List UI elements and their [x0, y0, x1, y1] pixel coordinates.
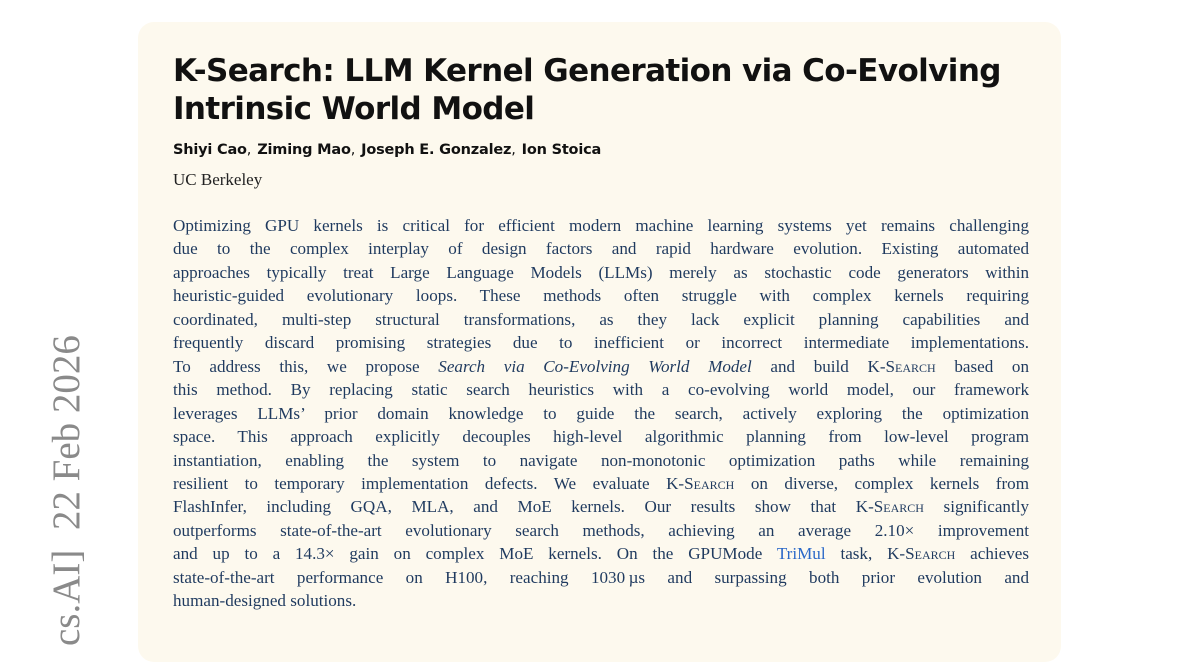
system-name-smallcaps: Search: [885, 356, 936, 376]
abstract-line: [173, 542, 1029, 565]
abstract-text: To address this, we propose: [173, 356, 439, 376]
abstract-line: [173, 308, 1029, 331]
abstract-text: FlashInfer, including GQA, MLA, and MoE kernels. Our results show that K-: [173, 497, 874, 517]
system-name-smallcaps: Search: [905, 544, 956, 564]
abstract-line: [173, 331, 1029, 354]
abstract: [173, 214, 1029, 613]
abstract-text: resilient to temporary implementation defects. We evaluate K-: [173, 473, 685, 493]
paper-header: [173, 52, 1029, 613]
abstract-text: achieves: [955, 544, 1029, 564]
abstract-line: [173, 284, 1029, 307]
abstract-text: human-designed solutions.: [173, 591, 357, 611]
abstract-line: [173, 519, 1029, 542]
affiliation: UC Berkeley: [173, 170, 263, 189]
abstract-line: [173, 237, 1029, 260]
abstract-text: Optimizing GPU kernels is critical for efficient modern machine learning systems yet remains challenging: [173, 216, 1029, 235]
author-separator: ,: [246, 142, 252, 158]
author-list: [173, 142, 1029, 158]
abstract-text: approaches typically treat Large Language Models (LLMs) merely as stochastic code generators within: [173, 262, 1029, 282]
paper-title: [173, 52, 1029, 128]
abstract-text: based on: [935, 356, 1030, 376]
paper-title-line: Intrinsic World Model: [173, 91, 535, 127]
abstract-text: and up to a 14.3× gain on complex MoE kernels. On the GPUMode: [173, 544, 777, 564]
abstract-line: [173, 495, 1029, 518]
arxiv-stamp-graphic: [16, 0, 96, 648]
abstract-text: frequently discard promising strategies due to inefficient or incorrect intermediate implementations.: [173, 333, 1029, 353]
abstract-line: [173, 589, 1029, 612]
abstract-text: this method. By replacing static search heuristics with a co-evolving world model, our framework: [173, 380, 1029, 400]
abstract-line: [173, 402, 1029, 425]
author-name: Shiyi Cao: [173, 142, 247, 158]
abstract-text: leverages LLMs’ prior domain knowledge to guide the search, actively exploring the optimization: [173, 403, 1029, 423]
abstract-text: due to the complex interplay of design factors and rapid hardware evolution. Existing automated: [173, 239, 1029, 259]
trimul-link[interactable]: TriMul: [776, 544, 826, 564]
abstract-text: instantiation, enabling the system to navigate non-monotonic optimization paths while remaining: [173, 450, 1029, 470]
abstract-line: [173, 214, 1029, 237]
abstract-line: [173, 449, 1029, 472]
abstract-text: space. This approach explicitly decouples high-level algorithmic planning from low-level program: [173, 427, 1029, 447]
author-name: Joseph E. Gonzalez: [361, 142, 512, 158]
abstract-line: [173, 425, 1029, 448]
abstract-text: significantly: [923, 497, 1029, 517]
author-separator: ,: [350, 142, 356, 158]
abstract-text: heuristic-guided evolutionary loops. These methods often struggle with complex kernels requiring: [173, 286, 1029, 306]
abstract-text: on diverse, complex kernels from: [734, 473, 1030, 493]
abstract-text: and build K-: [751, 356, 886, 376]
abstract-line: [173, 472, 1029, 495]
abstract-line: [173, 261, 1029, 284]
method-name-italic: Search via Co-Evolving World Model: [438, 356, 752, 376]
abstract-text: outperforms state-of-the-art evolutionary search methods, achieving an average 2.10× improvement: [173, 520, 1029, 540]
abstract-line: [173, 566, 1029, 589]
abstract-text: state-of-the-art performance on H100, reaching 1030 µs and surpassing both prior evolution and: [173, 567, 1029, 587]
arxiv-side-stamp: [16, 0, 96, 648]
author-name: Ziming Mao: [257, 142, 351, 158]
system-name-smallcaps: Search: [873, 497, 924, 517]
abstract-line: [173, 355, 1029, 378]
system-name-smallcaps: Search: [684, 473, 735, 493]
author-separator: ,: [511, 142, 516, 158]
paper-title-line: K-Search: LLM Kernel Generation via Co-Evolving: [173, 53, 1001, 89]
abstract-line: [173, 378, 1029, 401]
arxiv-stamp-text: cs.AI] 22 Feb 2026: [45, 335, 88, 646]
abstract-text: task, K-: [825, 544, 906, 564]
author-name: Ion Stoica: [521, 142, 602, 158]
abstract-text: coordinated, multi-step structural transformations, as they lack explicit planning capabilities and: [173, 309, 1029, 329]
